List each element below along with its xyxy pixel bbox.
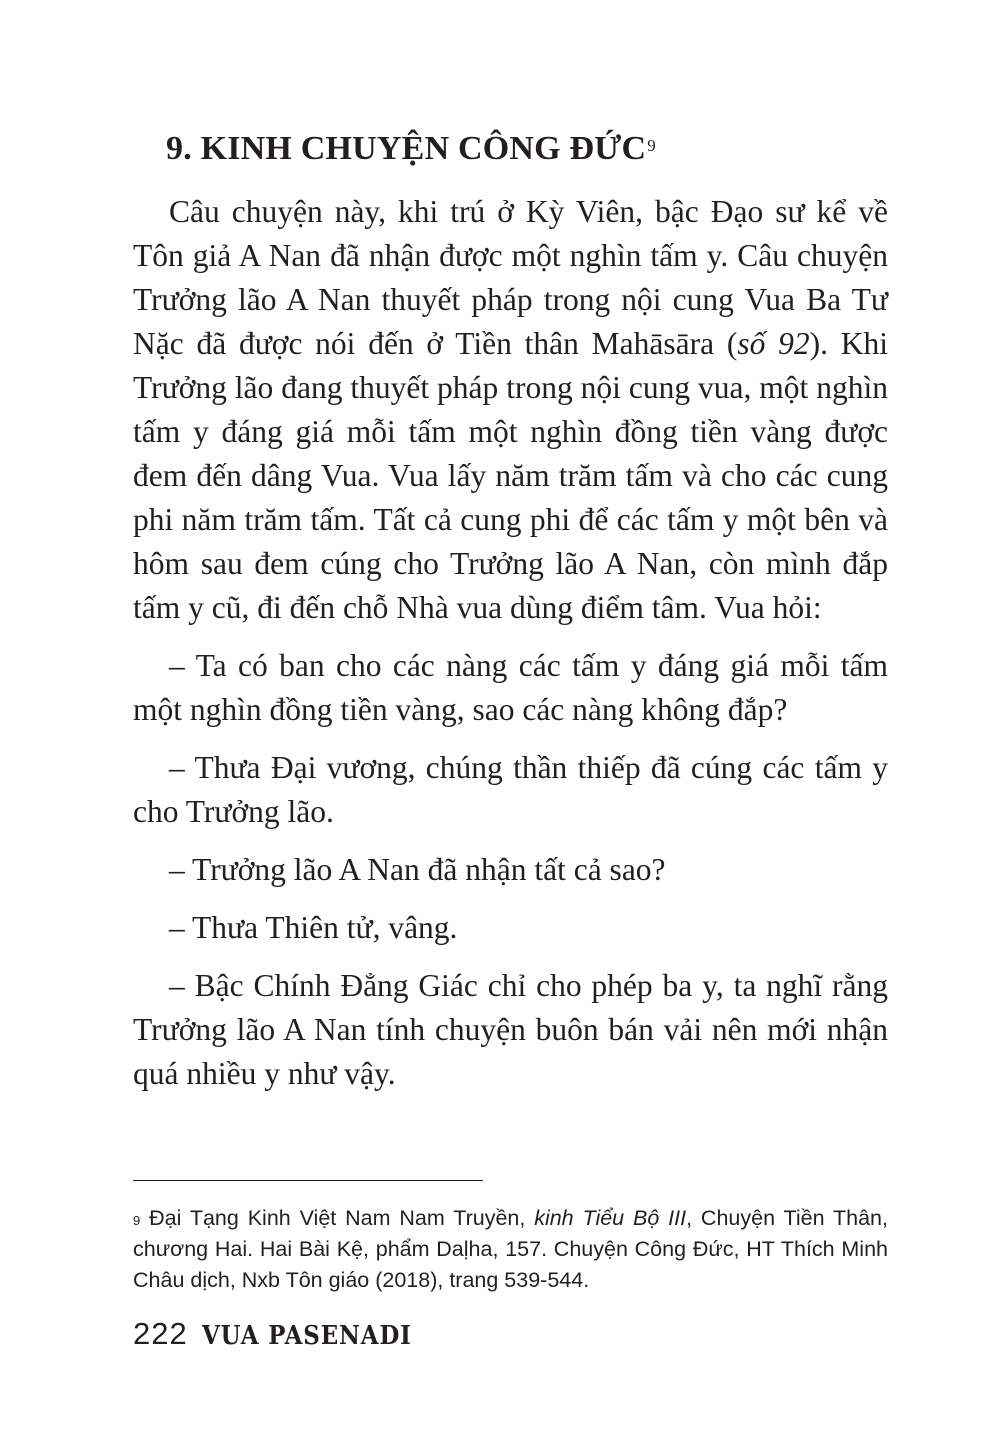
footnote-divider — [133, 1180, 483, 1181]
dialogue-paragraph-6: – Bậc Chính Đẳng Giác chỉ cho phép ba y, ta nghĩ rằng Trưởng lão A Nan tính chuyện buôn bán vải nên mới nhận quá nhiều y như vậy. — [133, 968, 888, 1091]
chapter-title — [166, 130, 656, 168]
paragraph-1-text-a: Câu chuyện này, khi trú ở Kỳ Viên, bậc Đạo sư kể về Tôn giả A Nan đã nhận được một nghìn tấm y. Câu chuyện Trưởng lão A Nan thuyết pháp trong nội cung Vua Ba Tư Nặc đã được nói đến ở Tiền thân Mahāsāra ( — [133, 194, 888, 361]
paragraph-1-italic: số 92 — [737, 326, 810, 361]
page-footer — [133, 1316, 440, 1352]
body-text — [133, 190, 888, 1110]
running-title: VUA PASENADI — [201, 1321, 412, 1351]
dialogue-paragraph-2: – Ta có ban cho các nàng các tấm y đáng giá mỗi tấm một nghìn đồng tiền vàng, sao các nàng không đắp? — [133, 648, 888, 727]
dialogue-paragraph-4: – Trưởng lão A Nan đã nhận tất cả sao? — [169, 852, 666, 887]
footnote-marker: 9 — [133, 1213, 141, 1228]
footnote-reference[interactable]: 9 — [647, 136, 656, 155]
footnote — [133, 1203, 888, 1296]
footnote-italic: kinh Tiểu Bộ III — [534, 1206, 687, 1230]
footnote-text-a: Đại Tạng Kinh Việt Nam Nam Truyền, — [140, 1206, 535, 1230]
dialogue-paragraph-3: – Thưa Đại vương, chúng thần thiếp đã cúng các tấm y cho Trưởng lão. — [133, 750, 888, 829]
paragraph-1-text-b: ). Khi Trưởng lão đang thuyết pháp trong nội cung vua, một nghìn tấm y đáng giá mỗi tấm một nghìn đồng tiền vàng được đem đến dâng Vua. Vua lấy năm trăm tấm và cho các cung phi năm trăm tấm. Tất cả cung phi để các tấm y một bên và hôm sau đem cúng cho Trưởng lão A Nan, còn mình đắp tấm y cũ, đi đến chỗ Nhà vua dùng điểm tâm. Vua hỏi: — [133, 326, 888, 625]
chapter-title-text: 9. KINH CHUYỆN CÔNG ĐỨC — [166, 130, 647, 167]
paragraph-1 — [133, 190, 888, 630]
page-number: 222 — [133, 1316, 188, 1351]
footnote-text-b: , Chuyện Tiền Thân, chương Hai. Hai Bài Kệ, phẩm Daḷha, 157. Chuyện Công Đức, HT Thích Minh Châu dịch, Nxb Tôn giáo (2018), trang 539-544. — [133, 1206, 888, 1292]
dialogue-paragraph-5: – Thưa Thiên tử, vâng. — [169, 910, 458, 945]
